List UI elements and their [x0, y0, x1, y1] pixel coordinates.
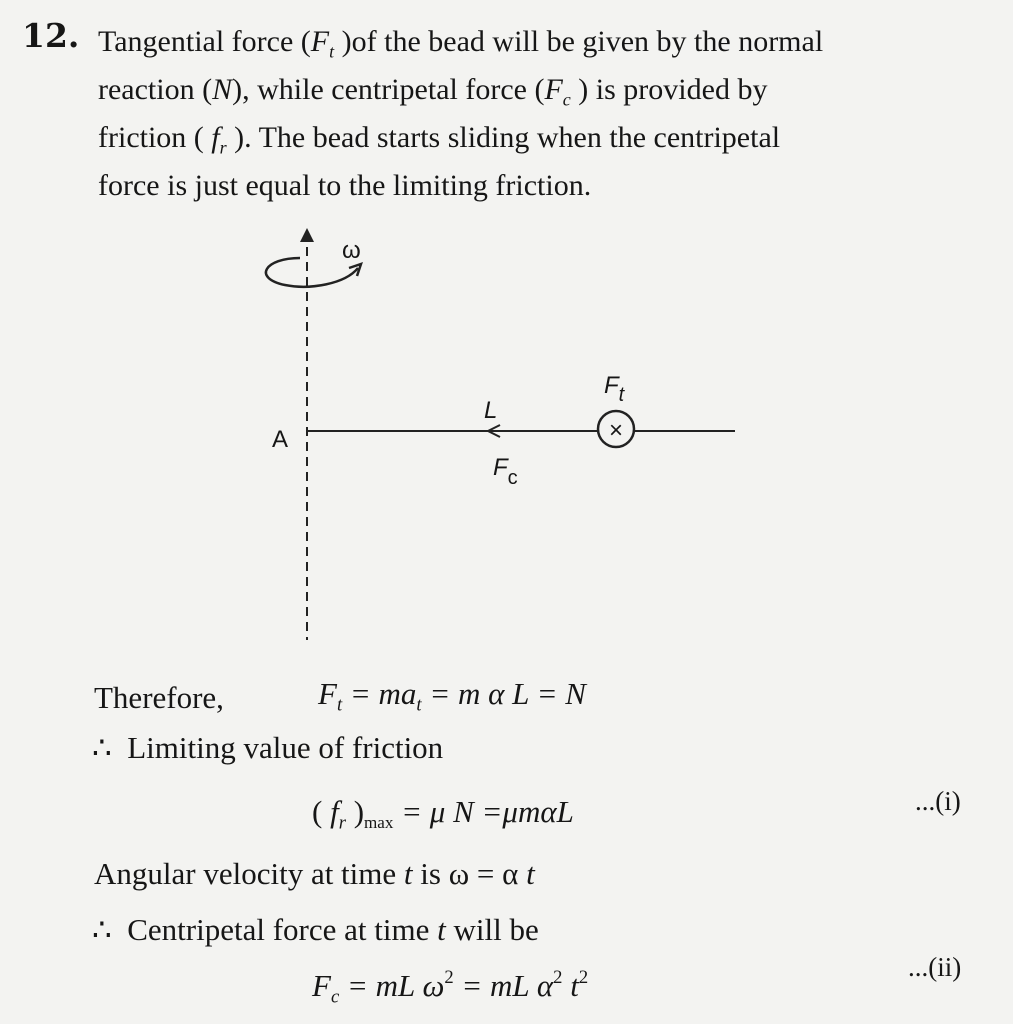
- point-a-label: A: [272, 426, 289, 453]
- question-line-3: friction ( $f_r$ ). The bead starts sliding when the centripetal: [98, 121, 781, 158]
- question-line-1: Tangential force ($F_t$ )of the bead will be given by the normal: [98, 25, 824, 62]
- length-label: L: [484, 397, 498, 424]
- therefore-word: Therefore,: [94, 680, 224, 715]
- fc-label: $F_c$: [493, 454, 518, 489]
- axis-arrow-icon: [300, 228, 314, 242]
- bead-cross-icon: ×: [608, 417, 624, 444]
- equation-3: $F_c$ = mL $\omega^2$ = mL $\alpha^2$ $t^2$: [312, 966, 589, 1008]
- question-line-2: reaction (N), while centripetal force ($F_c$ ) is provided by: [98, 73, 768, 110]
- question-line-4: force is just equal to the limiting friction.: [98, 169, 592, 202]
- equation-3-number: ...(ii): [908, 952, 962, 982]
- equation-1: $F_t = ma_t = m$ α L = N: [318, 676, 586, 716]
- angular-velocity-line: Angular velocity at time t is ω = α t: [94, 856, 535, 891]
- question-number: 12.: [22, 16, 80, 55]
- equation-2: ( $f_r$ )$_{max} = \mu$ N =μmαL: [312, 794, 574, 834]
- limiting-friction-line: ∴ Limiting value of friction: [92, 730, 444, 765]
- centripetal-force-line: ∴ Centripetal force at time t will be: [92, 912, 539, 947]
- omega-label: ω: [342, 237, 361, 264]
- equation-2-number: ...(i): [915, 786, 961, 816]
- ft-label: $F_t$: [604, 372, 625, 406]
